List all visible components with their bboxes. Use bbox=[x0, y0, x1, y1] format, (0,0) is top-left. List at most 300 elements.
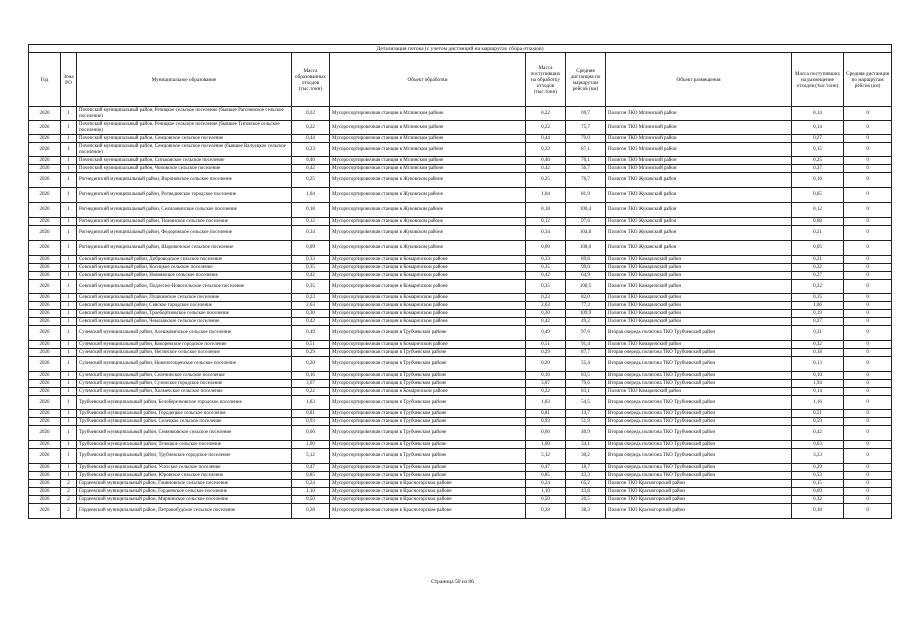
cell-mass-to-processing: 0,42 bbox=[526, 272, 566, 280]
cell-mass-to-placement: 0,53 bbox=[792, 472, 844, 480]
cell-mass-to-placement: 0,27 bbox=[792, 135, 844, 143]
cell-processing-object: Мусоросортировочная станция в Трубчевском районе bbox=[330, 441, 526, 449]
cell-municipality: Севский муниципальный район, Косицкое сельское поселение bbox=[77, 264, 292, 272]
cell-mass-to-placement: 0,63 bbox=[792, 441, 844, 449]
cell-zone: 1 bbox=[61, 226, 77, 241]
cell-municipality: Трубчевский муниципальный район, Юровское сельское поселение bbox=[77, 472, 292, 480]
cell-zone: 1 bbox=[61, 165, 77, 173]
cell-year: 2026 bbox=[29, 165, 61, 173]
cell-municipality: Суземский муниципальный район, Кокоревское городское поселение bbox=[77, 341, 292, 349]
cell-zone: 1 bbox=[61, 203, 77, 218]
cell-placement-object: Полигон ТКО Мглинский район bbox=[606, 165, 792, 173]
cell-year: 2026 bbox=[29, 294, 61, 302]
cell-municipality: Суземский муниципальный район, Селечинское сельское поселение bbox=[77, 372, 292, 380]
cell-avg-distance-placement: 0 bbox=[844, 496, 892, 504]
cell-mass-generated: 0,93 bbox=[292, 418, 330, 426]
table-row bbox=[29, 496, 892, 504]
cell-municipality: Почепский муниципальный район, Семцовское сельское поселение bbox=[77, 135, 292, 143]
cell-avg-distance-processing: 51,9 bbox=[566, 418, 606, 426]
cell-year: 2026 bbox=[29, 310, 61, 318]
table-row bbox=[29, 472, 892, 480]
cell-mass-generated: 3,07 bbox=[292, 380, 330, 388]
cell-zone: 1 bbox=[61, 310, 77, 318]
cell-placement-object: Полигон ТКО Мглинский район bbox=[606, 157, 792, 165]
cell-avg-distance-placement: 0 bbox=[844, 488, 892, 496]
cell-municipality: Трубчевский муниципальный район, Усохское сельское поселение bbox=[77, 464, 292, 472]
cell-avg-distance-placement: 0 bbox=[844, 318, 892, 326]
cell-year: 2026 bbox=[29, 218, 61, 226]
cell-mass-to-processing: 0,33 bbox=[526, 256, 566, 264]
cell-municipality: Рогнединский муниципальный район, Вороновское сельское поселение bbox=[77, 173, 292, 188]
cell-avg-distance-placement: 0 bbox=[844, 372, 892, 380]
cell-year: 2026 bbox=[29, 143, 61, 157]
cell-avg-distance-processing: 43,8 bbox=[566, 488, 606, 496]
cell-avg-distance-processing: 30,2 bbox=[566, 449, 606, 464]
cell-municipality: Суземский муниципальный район, Негинское сельское поселение bbox=[77, 349, 292, 357]
table-row bbox=[29, 341, 892, 349]
cell-mass-to-processing: 0,40 bbox=[526, 157, 566, 165]
cell-processing-object: Мусоросортировочная станция в Красногорском районе bbox=[330, 488, 526, 496]
cell-avg-distance-placement: 0 bbox=[844, 256, 892, 264]
cell-municipality: Гордеевский муниципальный район, Глинновское сельское поселение bbox=[77, 480, 292, 488]
cell-avg-distance-processing: 97,6 bbox=[566, 218, 606, 226]
header-mass-to-processing: Масса поступивших на обработку отходов (тыс.тонн) bbox=[526, 53, 566, 107]
cell-processing-object: Мусоросортировочная станция в Мглинском районе bbox=[330, 157, 526, 165]
cell-zone: 1 bbox=[61, 143, 77, 157]
cell-mass-to-processing: 0,85 bbox=[526, 472, 566, 480]
cell-avg-distance-placement: 0 bbox=[844, 349, 892, 357]
table-row bbox=[29, 302, 892, 310]
cell-municipality: Трубчевский муниципальный район, Белоберезковское городское поселение bbox=[77, 396, 292, 410]
cell-placement-object: Полигон ТКО Жуковский район bbox=[606, 218, 792, 226]
cell-mass-to-placement: 0,08 bbox=[792, 218, 844, 226]
cell-mass-to-processing: 0,09 bbox=[526, 241, 566, 256]
cell-avg-distance-placement: 0 bbox=[844, 449, 892, 464]
table-row bbox=[29, 418, 892, 426]
cell-avg-distance-placement: 0 bbox=[844, 226, 892, 241]
cell-zone: 1 bbox=[61, 464, 77, 472]
table-row bbox=[29, 107, 892, 121]
cell-zone: 1 bbox=[61, 218, 77, 226]
cell-zone: 1 bbox=[61, 326, 77, 341]
cell-avg-distance-placement: 0 bbox=[844, 272, 892, 280]
cell-municipality: Рогнединский муниципальный район, Рогнединское городское поселение bbox=[77, 188, 292, 203]
table-row bbox=[29, 121, 892, 135]
cell-avg-distance-processing: 100,5 bbox=[566, 280, 606, 294]
cell-zone: 1 bbox=[61, 173, 77, 188]
cell-mass-to-processing: 2,63 bbox=[526, 302, 566, 310]
cell-mass-generated: 0,09 bbox=[292, 241, 330, 256]
cell-processing-object: Мусоросортировочная станция в Комаричском районе bbox=[330, 341, 526, 349]
cell-mass-generated: 0,29 bbox=[292, 349, 330, 357]
cell-mass-generated: 0,23 bbox=[292, 143, 330, 157]
cell-mass-to-processing: 0,22 bbox=[526, 388, 566, 396]
cell-processing-object: Мусоросортировочная станция в Комаричском районе bbox=[330, 302, 526, 310]
cell-year: 2026 bbox=[29, 449, 61, 464]
cell-mass-to-placement: 0,10 bbox=[792, 372, 844, 380]
cell-mass-generated: 1,00 bbox=[292, 441, 330, 449]
flow-detail-table bbox=[28, 44, 892, 519]
cell-placement-object: Полигон ТКО Мглинский район bbox=[606, 121, 792, 135]
cell-avg-distance-placement: 0 bbox=[844, 135, 892, 143]
cell-processing-object: Мусоросортировочная станция в Трубчевском районе bbox=[330, 472, 526, 480]
cell-avg-distance-placement: 0 bbox=[844, 396, 892, 410]
cell-mass-to-processing: 0,47 bbox=[526, 464, 566, 472]
table-row bbox=[29, 357, 892, 372]
cell-avg-distance-processing: 79,0 bbox=[566, 135, 606, 143]
cell-mass-to-placement: 0,14 bbox=[792, 388, 844, 396]
cell-mass-to-placement: 3,23 bbox=[792, 449, 844, 464]
table-row bbox=[29, 504, 892, 519]
cell-mass-generated: 0,34 bbox=[292, 226, 330, 241]
cell-avg-distance-processing: 83,5 bbox=[566, 372, 606, 380]
cell-zone: 2 bbox=[61, 504, 77, 519]
cell-placement-object: Полигон ТКО Красногорский район bbox=[606, 488, 792, 496]
table-row bbox=[29, 143, 892, 157]
cell-mass-to-processing: 0,93 bbox=[526, 418, 566, 426]
cell-placement-object: Полигон ТКО Комаричский район bbox=[606, 341, 792, 349]
cell-municipality: Почепский муниципальный район, Ситьковское сельское поселение bbox=[77, 157, 292, 165]
cell-municipality: Севский муниципальный район, Чемлыжское сельское поселение bbox=[77, 318, 292, 326]
cell-zone: 1 bbox=[61, 241, 77, 256]
cell-mass-generated: 0,35 bbox=[292, 264, 330, 272]
cell-placement-object: Вторая очередь полигона ТКО Трубчевский район bbox=[606, 349, 792, 357]
cell-placement-object: Полигон ТКО Комаричский район bbox=[606, 294, 792, 302]
cell-placement-object: Полигон ТКО Комаричский район bbox=[606, 272, 792, 280]
cell-municipality: Суземский муниципальный район, Суземское городское поселение bbox=[77, 380, 292, 388]
table-row bbox=[29, 280, 892, 294]
cell-avg-distance-placement: 0 bbox=[844, 480, 892, 488]
cell-mass-generated: 0,50 bbox=[292, 496, 330, 504]
header-mass-generated: Масса образованных отходов (тыс.тонн) bbox=[292, 53, 330, 107]
cell-processing-object: Мусоросортировочная станция в Комаричском районе bbox=[330, 280, 526, 294]
cell-placement-object: Полигон ТКО Красногорский район bbox=[606, 504, 792, 519]
table-row bbox=[29, 264, 892, 272]
cell-placement-object: Полигон ТКО Жуковский район bbox=[606, 203, 792, 218]
cell-mass-to-processing: 1,83 bbox=[526, 396, 566, 410]
table-row bbox=[29, 135, 892, 143]
cell-mass-generated: 0,23 bbox=[292, 294, 330, 302]
cell-mass-to-processing: 0,18 bbox=[526, 203, 566, 218]
cell-mass-generated: 0,42 bbox=[292, 165, 330, 173]
cell-zone: 1 bbox=[61, 272, 77, 280]
cell-municipality: Гордеевский муниципальный район, Мирнинское сельское поселение bbox=[77, 496, 292, 504]
cell-municipality: Севский муниципальный район, Пушкинское сельское поселение bbox=[77, 294, 292, 302]
header-zone: Зона РО bbox=[61, 53, 77, 107]
cell-mass-generated: 0,25 bbox=[292, 173, 330, 188]
cell-mass-generated: 2,63 bbox=[292, 302, 330, 310]
cell-placement-object: Вторая очередь полигона ТКО Трубчевский район bbox=[606, 372, 792, 380]
table-row bbox=[29, 226, 892, 241]
cell-municipality: Трубчевский муниципальный район, Телецкое сельское поселение bbox=[77, 441, 292, 449]
cell-mass-generated: 0,51 bbox=[292, 341, 330, 349]
page-number: Страница 50 из 86 bbox=[431, 579, 474, 585]
table-row bbox=[29, 203, 892, 218]
cell-avg-distance-placement: 0 bbox=[844, 426, 892, 441]
cell-zone: 1 bbox=[61, 441, 77, 449]
cell-placement-object: Вторая очередь полигона ТКО Трубчевский район bbox=[606, 357, 792, 372]
cell-zone: 1 bbox=[61, 188, 77, 203]
cell-processing-object: Мусоросортировочная станция в Мглинском районе bbox=[330, 107, 526, 121]
cell-processing-object: Мусоросортировочная станция в Красногорском районе bbox=[330, 480, 526, 488]
cell-municipality: Суземский муниципальный район, Алешковичское сельское поселение bbox=[77, 326, 292, 341]
table-title: Детализация потока (с учетом дистанций на маршрутах сбора отходов) bbox=[29, 45, 892, 53]
cell-zone: 1 bbox=[61, 121, 77, 135]
cell-mass-generated: 0,22 bbox=[292, 388, 330, 396]
cell-mass-generated: 0,81 bbox=[292, 410, 330, 418]
cell-municipality: Рогнединский муниципальный район, Шаровичское сельское поселение bbox=[77, 241, 292, 256]
cell-placement-object: Полигон ТКО Комаричский район bbox=[606, 388, 792, 396]
cell-mass-to-processing: 0,51 bbox=[526, 341, 566, 349]
cell-avg-distance-placement: 0 bbox=[844, 302, 892, 310]
cell-processing-object: Мусоросортировочная станция в Комаричском районе bbox=[330, 256, 526, 264]
cell-processing-object: Мусоросортировочная станция в Комаричском районе bbox=[330, 294, 526, 302]
cell-year: 2026 bbox=[29, 203, 61, 218]
cell-year: 2026 bbox=[29, 472, 61, 480]
cell-mass-to-placement: 0,16 bbox=[792, 173, 844, 188]
cell-year: 2026 bbox=[29, 341, 61, 349]
table-row bbox=[29, 380, 892, 388]
cell-year: 2026 bbox=[29, 157, 61, 165]
cell-mass-to-placement: 0,32 bbox=[792, 341, 844, 349]
cell-avg-distance-processing: 54,5 bbox=[566, 396, 606, 410]
cell-avg-distance-processing: 82,0 bbox=[566, 294, 606, 302]
cell-municipality: Гордеевский муниципальный район, Петровобудское сельское поселение bbox=[77, 504, 292, 519]
cell-mass-to-processing: 0,20 bbox=[526, 357, 566, 372]
cell-mass-to-processing: 0,66 bbox=[526, 426, 566, 441]
cell-mass-generated: 0,30 bbox=[292, 310, 330, 318]
cell-year: 2026 bbox=[29, 326, 61, 341]
cell-mass-to-processing: 0,29 bbox=[526, 349, 566, 357]
table-row bbox=[29, 426, 892, 441]
cell-avg-distance-processing: 43,3 bbox=[566, 472, 606, 480]
cell-mass-generated: 0,35 bbox=[292, 280, 330, 294]
cell-mass-to-placement: 0,31 bbox=[792, 326, 844, 341]
cell-mass-to-processing: 0,35 bbox=[526, 264, 566, 272]
cell-avg-distance-processing: 108,0 bbox=[566, 241, 606, 256]
cell-year: 2026 bbox=[29, 418, 61, 426]
cell-avg-distance-processing: 34,1 bbox=[566, 441, 606, 449]
cell-avg-distance-placement: 0 bbox=[844, 326, 892, 341]
cell-mass-generated: 0,49 bbox=[292, 326, 330, 341]
cell-mass-to-placement: 0,51 bbox=[792, 410, 844, 418]
cell-placement-object: Полигон ТКО Жуковский район bbox=[606, 188, 792, 203]
cell-municipality: Рогнединский муниципальный район, Тюнинское сельское поселение bbox=[77, 218, 292, 226]
cell-mass-generated: 0,85 bbox=[292, 472, 330, 480]
table-row bbox=[29, 396, 892, 410]
cell-processing-object: Мусоросортировочная станция в Комаричском районе bbox=[330, 310, 526, 318]
cell-zone: 1 bbox=[61, 135, 77, 143]
cell-placement-object: Полигон ТКО Комаричский район bbox=[606, 256, 792, 264]
cell-avg-distance-processing: 18,7 bbox=[566, 464, 606, 472]
cell-processing-object: Мусоросортировочная станция в Жуковском районе bbox=[330, 173, 526, 188]
cell-mass-to-placement: 0,27 bbox=[792, 272, 844, 280]
cell-processing-object: Мусоросортировочная станция в Трубчевском районе bbox=[330, 372, 526, 380]
cell-placement-object: Полигон ТКО Комаричский район bbox=[606, 310, 792, 318]
cell-processing-object: Мусоросортировочная станция в Трубчевском районе bbox=[330, 396, 526, 410]
data-table-sheet bbox=[28, 44, 891, 519]
cell-avg-distance-placement: 0 bbox=[844, 241, 892, 256]
cell-avg-distance-placement: 0 bbox=[844, 165, 892, 173]
cell-mass-generated: 0,66 bbox=[292, 426, 330, 441]
cell-mass-to-placement: 0,18 bbox=[792, 504, 844, 519]
cell-avg-distance-processing: 64,9 bbox=[566, 272, 606, 280]
cell-municipality: Почепский муниципальный район, Чоповское сельское поселение bbox=[77, 165, 292, 173]
cell-avg-distance-processing: 104,8 bbox=[566, 226, 606, 241]
cell-zone: 1 bbox=[61, 449, 77, 464]
cell-processing-object: Мусоросортировочная станция в Красногорском районе bbox=[330, 504, 526, 519]
cell-zone: 1 bbox=[61, 380, 77, 388]
header-avg-distance-placement: Средняя дистанция по маршрутам рейсов (км) bbox=[844, 53, 892, 107]
table-row bbox=[29, 326, 892, 341]
cell-avg-distance-processing: 26,5 bbox=[566, 496, 606, 504]
cell-processing-object: Мусоросортировочная станция в Жуковском районе bbox=[330, 226, 526, 241]
cell-zone: 1 bbox=[61, 388, 77, 396]
cell-mass-to-placement: 0,14 bbox=[792, 107, 844, 121]
cell-avg-distance-processing: 38,3 bbox=[566, 504, 606, 519]
cell-mass-to-placement: 0,69 bbox=[792, 488, 844, 496]
cell-year: 2026 bbox=[29, 464, 61, 472]
cell-processing-object: Мусоросортировочная станция в Трубчевском районе bbox=[330, 449, 526, 464]
cell-processing-object: Мусоросортировочная станция в Жуковском районе bbox=[330, 188, 526, 203]
cell-avg-distance-placement: 0 bbox=[844, 203, 892, 218]
cell-processing-object: Мусоросортировочная станция в Комаричском районе bbox=[330, 318, 526, 326]
cell-avg-distance-processing: 109,9 bbox=[566, 310, 606, 318]
cell-placement-object: Полигон ТКО Комаричский район bbox=[606, 280, 792, 294]
cell-zone: 2 bbox=[61, 480, 77, 488]
cell-avg-distance-placement: 0 bbox=[844, 218, 892, 226]
cell-zone: 1 bbox=[61, 280, 77, 294]
cell-year: 2026 bbox=[29, 426, 61, 441]
cell-avg-distance-processing: 76,1 bbox=[566, 157, 606, 165]
table-row bbox=[29, 256, 892, 264]
cell-avg-distance-placement: 0 bbox=[844, 121, 892, 135]
table-row bbox=[29, 241, 892, 256]
cell-mass-to-placement: 0,15 bbox=[792, 480, 844, 488]
cell-processing-object: Мусоросортировочная станция в Трубчевском районе bbox=[330, 410, 526, 418]
cell-processing-object: Мусоросортировочная станция в Комаричском районе bbox=[330, 264, 526, 272]
cell-avg-distance-processing: 77,3 bbox=[566, 302, 606, 310]
table-row bbox=[29, 173, 892, 188]
cell-year: 2026 bbox=[29, 504, 61, 519]
cell-zone: 1 bbox=[61, 372, 77, 380]
cell-zone: 1 bbox=[61, 341, 77, 349]
cell-mass-generated: 0,42 bbox=[292, 272, 330, 280]
cell-avg-distance-placement: 0 bbox=[844, 472, 892, 480]
table-header-row bbox=[29, 53, 892, 107]
cell-avg-distance-processing: 75,7 bbox=[566, 121, 606, 135]
cell-placement-object: Вторая очередь полигона ТКО Трубчевский район bbox=[606, 426, 792, 441]
cell-mass-generated: 1,10 bbox=[292, 488, 330, 496]
cell-municipality: Почепский муниципальный район, Семцовское сельское поселение (бывшее Валуецкое сельское поселение) bbox=[77, 143, 292, 157]
cell-avg-distance-processing: 49,2 bbox=[566, 318, 606, 326]
cell-mass-to-placement: 0,32 bbox=[792, 496, 844, 504]
cell-placement-object: Полигон ТКО Красногорский район bbox=[606, 496, 792, 504]
cell-zone: 1 bbox=[61, 396, 77, 410]
cell-year: 2026 bbox=[29, 256, 61, 264]
cell-zone: 2 bbox=[61, 496, 77, 504]
cell-zone: 1 bbox=[61, 107, 77, 121]
cell-mass-to-processing: 3,07 bbox=[526, 380, 566, 388]
header-processing-object: Объект обработки bbox=[330, 53, 526, 107]
cell-mass-to-processing: 0,81 bbox=[526, 410, 566, 418]
cell-avg-distance-processing: 83,1 bbox=[566, 388, 606, 396]
cell-placement-object: Полигон ТКО Жуковский район bbox=[606, 241, 792, 256]
cell-year: 2026 bbox=[29, 121, 61, 135]
header-avg-distance-processing: Средняя дистанция по маршрутам рейсов (км) bbox=[566, 53, 606, 107]
cell-year: 2026 bbox=[29, 480, 61, 488]
cell-mass-to-placement: 0,59 bbox=[792, 418, 844, 426]
cell-year: 2026 bbox=[29, 226, 61, 241]
table-row bbox=[29, 480, 892, 488]
header-municipality: Муниципальное образование bbox=[77, 53, 292, 107]
cell-processing-object: Мусоросортировочная станция в Трубчевском районе bbox=[330, 326, 526, 341]
cell-mass-to-placement: 0,29 bbox=[792, 464, 844, 472]
cell-processing-object: Мусоросортировочная станция в Комаричском районе bbox=[330, 388, 526, 396]
cell-avg-distance-placement: 0 bbox=[844, 264, 892, 272]
cell-placement-object: Вторая очередь полигона ТКО Трубчевский район bbox=[606, 326, 792, 341]
cell-avg-distance-processing: 56,7 bbox=[566, 165, 606, 173]
cell-municipality: Севский муниципальный район, Троебортновское сельское поселение bbox=[77, 310, 292, 318]
cell-placement-object: Вторая очередь полигона ТКО Трубчевский район bbox=[606, 441, 792, 449]
cell-mass-to-placement: 0,15 bbox=[792, 294, 844, 302]
cell-placement-object: Полигон ТКО Красногорский район bbox=[606, 480, 792, 488]
cell-mass-to-placement: 1,66 bbox=[792, 302, 844, 310]
cell-avg-distance-processing: 65,2 bbox=[566, 480, 606, 488]
cell-processing-object: Мусоросортировочная станция в Мглинском районе bbox=[330, 121, 526, 135]
cell-processing-object: Мусоросортировочная станция в Трубчевском районе bbox=[330, 418, 526, 426]
cell-zone: 1 bbox=[61, 318, 77, 326]
cell-avg-distance-processing: 89,8 bbox=[566, 256, 606, 264]
cell-mass-to-placement: 0,05 bbox=[792, 241, 844, 256]
cell-placement-object: Вторая очередь полигона ТКО Трубчевский район bbox=[606, 418, 792, 426]
cell-year: 2026 bbox=[29, 496, 61, 504]
cell-avg-distance-processing: 100,4 bbox=[566, 203, 606, 218]
cell-avg-distance-placement: 0 bbox=[844, 357, 892, 372]
cell-avg-distance-placement: 0 bbox=[844, 310, 892, 318]
cell-mass-to-placement: 0,12 bbox=[792, 203, 844, 218]
cell-avg-distance-placement: 0 bbox=[844, 464, 892, 472]
cell-year: 2026 bbox=[29, 318, 61, 326]
cell-mass-generated: 0,22 bbox=[292, 121, 330, 135]
table-row bbox=[29, 372, 892, 380]
cell-avg-distance-processing: 81,9 bbox=[566, 188, 606, 203]
cell-placement-object: Полигон ТКО Комаричский район bbox=[606, 264, 792, 272]
cell-mass-generated: 5,12 bbox=[292, 449, 330, 464]
cell-mass-to-processing: 0,28 bbox=[526, 504, 566, 519]
cell-avg-distance-processing: 91,4 bbox=[566, 341, 606, 349]
cell-zone: 1 bbox=[61, 472, 77, 480]
cell-mass-to-processing: 0,30 bbox=[526, 310, 566, 318]
cell-avg-distance-placement: 0 bbox=[844, 157, 892, 165]
cell-avg-distance-processing: 79,6 bbox=[566, 380, 606, 388]
cell-avg-distance-processing: 87,1 bbox=[566, 143, 606, 157]
cell-avg-distance-placement: 0 bbox=[844, 294, 892, 302]
cell-processing-object: Мусоросортировочная станция в Жуковском районе bbox=[330, 218, 526, 226]
cell-processing-object: Мусоросортировочная станция в Трубчевском районе bbox=[330, 349, 526, 357]
cell-zone: 1 bbox=[61, 410, 77, 418]
cell-processing-object: Мусоросортировочная станция в Трубчевском районе bbox=[330, 426, 526, 441]
cell-mass-generated: 0,22 bbox=[292, 107, 330, 121]
cell-year: 2026 bbox=[29, 280, 61, 294]
cell-zone: 1 bbox=[61, 426, 77, 441]
cell-year: 2026 bbox=[29, 372, 61, 380]
cell-mass-generated: 0,24 bbox=[292, 480, 330, 488]
cell-placement-object: Полигон ТКО Жуковский район bbox=[606, 173, 792, 188]
cell-mass-to-processing: 0,22 bbox=[526, 121, 566, 135]
cell-mass-to-placement: 0,65 bbox=[792, 188, 844, 203]
cell-avg-distance-placement: 0 bbox=[844, 341, 892, 349]
